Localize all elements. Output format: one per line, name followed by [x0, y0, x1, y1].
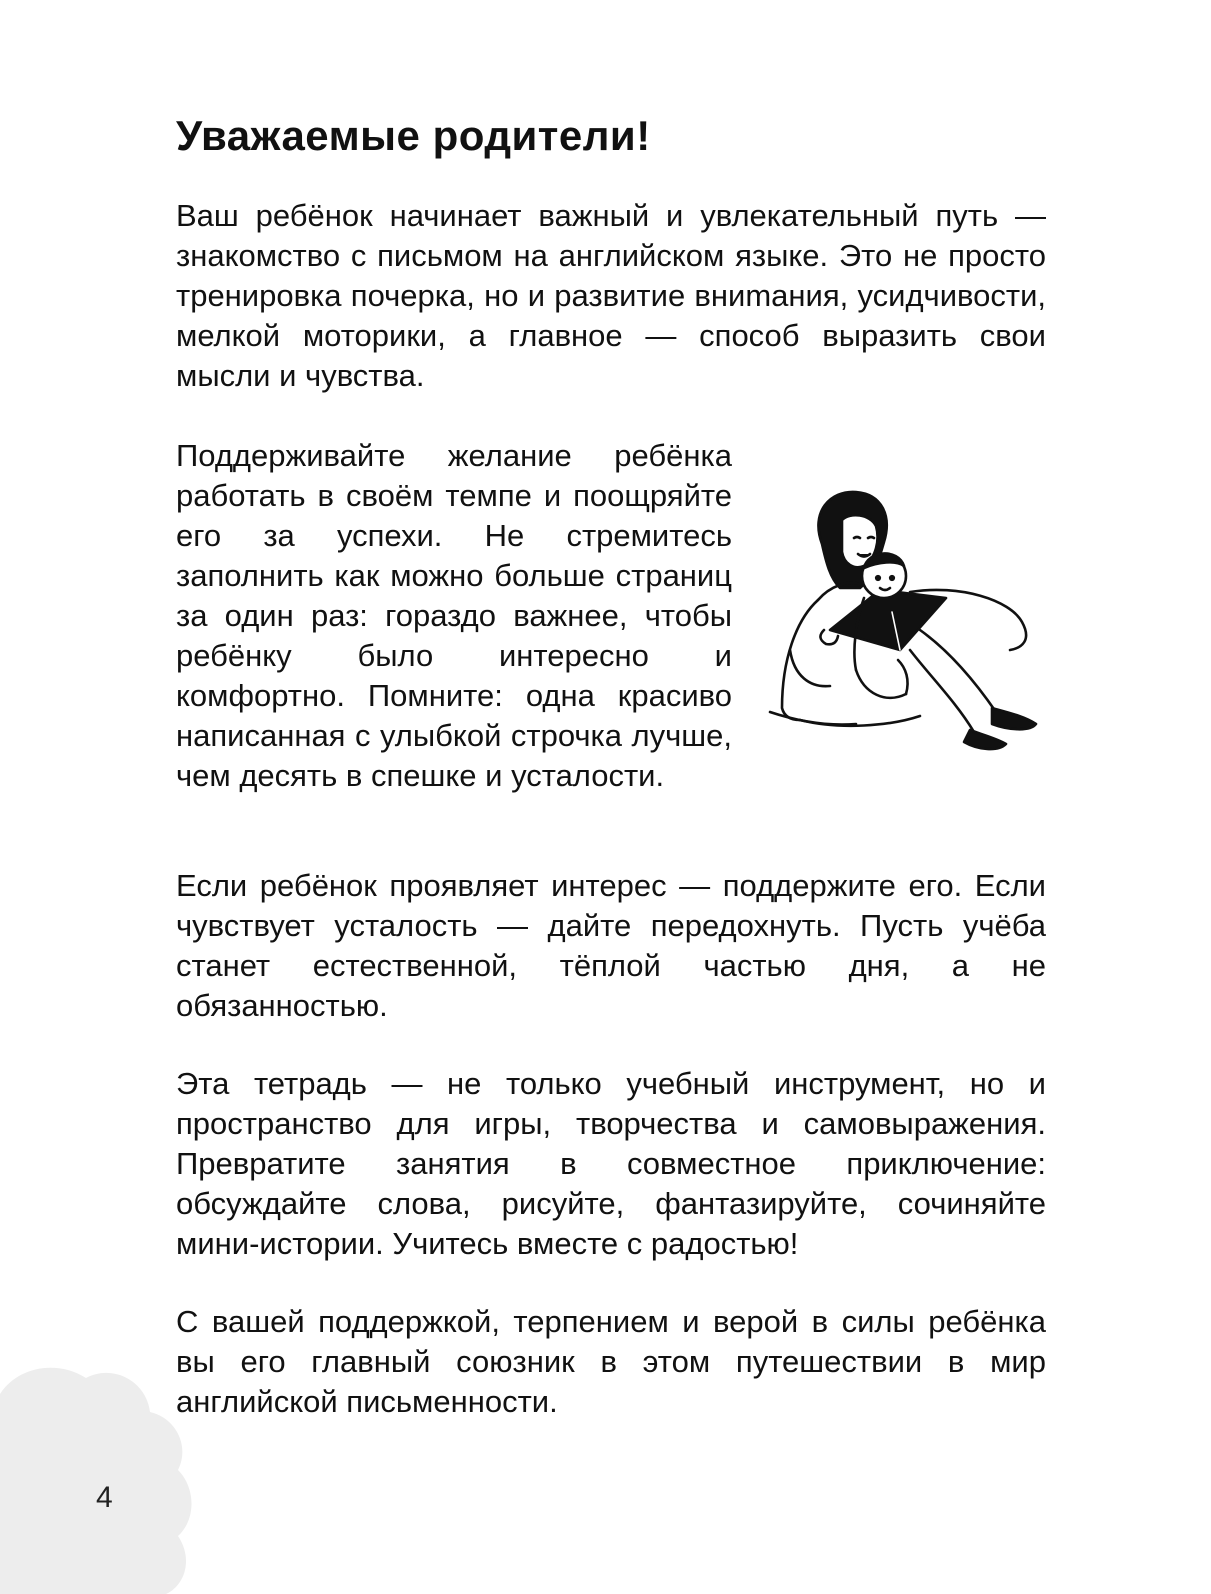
paragraph-interest: Если ребёнок проявляет интерес — поддержите его. Если чувствует усталость — дайте передохнуть. Пусть учёба станет естественной, тёплой частью дня, а не обязанностью. — [176, 868, 1046, 1023]
mother-reading-to-child-illustration — [760, 480, 1050, 770]
paragraph-intro: Ваш ребёнок начинает важный и увлекательный путь — знакомство с письмом на английском языке. Это не просто тренировка почерка, но и развитие вниmания, усидчивости, мелкой моторики, а главное — способ выразить свои мысли и чувства. — [176, 198, 1046, 393]
paragraph-notebook: Эта тетрадь — не только учебный инструмент, но и пространство для игры, творчества и самовыражения. Превратите занятия в совместное приключение: обсуждайте слова, рисуйте, фантазируйте, сочиняйте мини-истории. Учитесь вместе с радостью! — [176, 1066, 1046, 1261]
page-title: Уважаемые родители! — [176, 112, 651, 159]
paragraph-support: Поддерживайте желание ребёнка работать в своём темпе и поощряйте его за успехи. Не стремитесь заполнить как можно больше страниц за один раз: гораздо важнее, чтобы ребёнку было интересно и комфортно. Помните: одна красиво написанная с улыбкой строчка лучше, чем десять в спешке и усталости. — [176, 438, 732, 793]
page-number: 4 — [96, 1481, 113, 1514]
paragraph-conclusion: С вашей поддержкой, терпением и верой в силы ребёнка вы его главный союзник в этом путешествии в мир английской письменности. — [176, 1304, 1046, 1419]
cloud-decoration — [0, 1360, 200, 1594]
